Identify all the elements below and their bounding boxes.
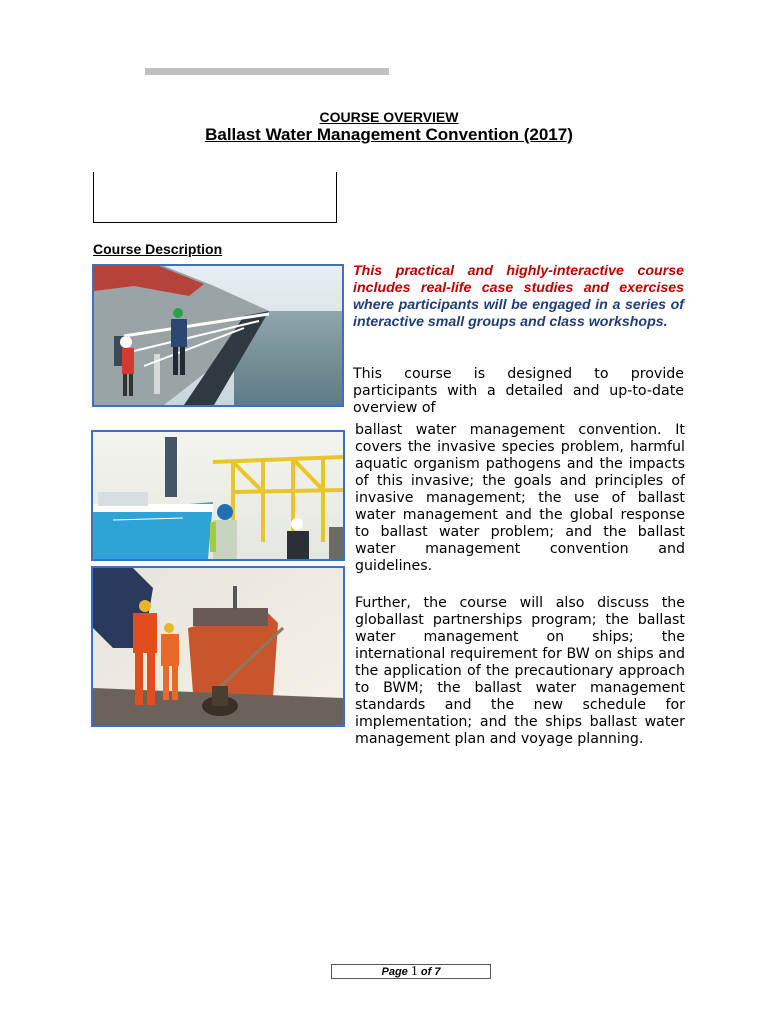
intro-highlight-blue: where participants will be engaged in a series of interactive small groups and class workshops. [353, 297, 684, 330]
mooring-workers-photo [91, 566, 345, 727]
description-paragraph-3: Further, the course will also discuss the globallast partnerships program; the ballast water management on ships; the international requirement for BW on ships and the application of the precautionary approach to BWM; the ballast water management standards and the new schedule for implementation; and the ships ballast water management plan and voyage planning. [355, 595, 685, 747]
page-footer [331, 964, 491, 979]
section-heading: Course Description [93, 241, 223, 257]
description-paragraph-1: This course is designed to provide participants with a detailed and up-to-date overview of [353, 366, 684, 416]
ship-deck-photo [92, 264, 344, 407]
intro-highlight-red: This practical and highly-interactive course includes real-life case studies and exercises [353, 263, 684, 296]
page-total: of 7 [420, 966, 441, 978]
overview-label: COURSE OVERVIEW [319, 109, 459, 125]
description-paragraph-2: ballast water management convention. It covers the invasive species problem, harmful aquatic organism pathogens and the impacts of this invasive; the goals and principles of invasive management; the use of ballast water management and the global response to ballast water problem; and the ballast water management convention and guidelines. [355, 422, 685, 574]
intro-highlight [353, 263, 684, 331]
page-title: Ballast Water Management Convention (2017) [205, 125, 573, 144]
logo-box [93, 172, 337, 223]
page-word: Page [381, 966, 408, 978]
page-number: 1 [410, 964, 418, 979]
port-cranes-photo [91, 430, 345, 561]
header-bar [145, 68, 389, 75]
